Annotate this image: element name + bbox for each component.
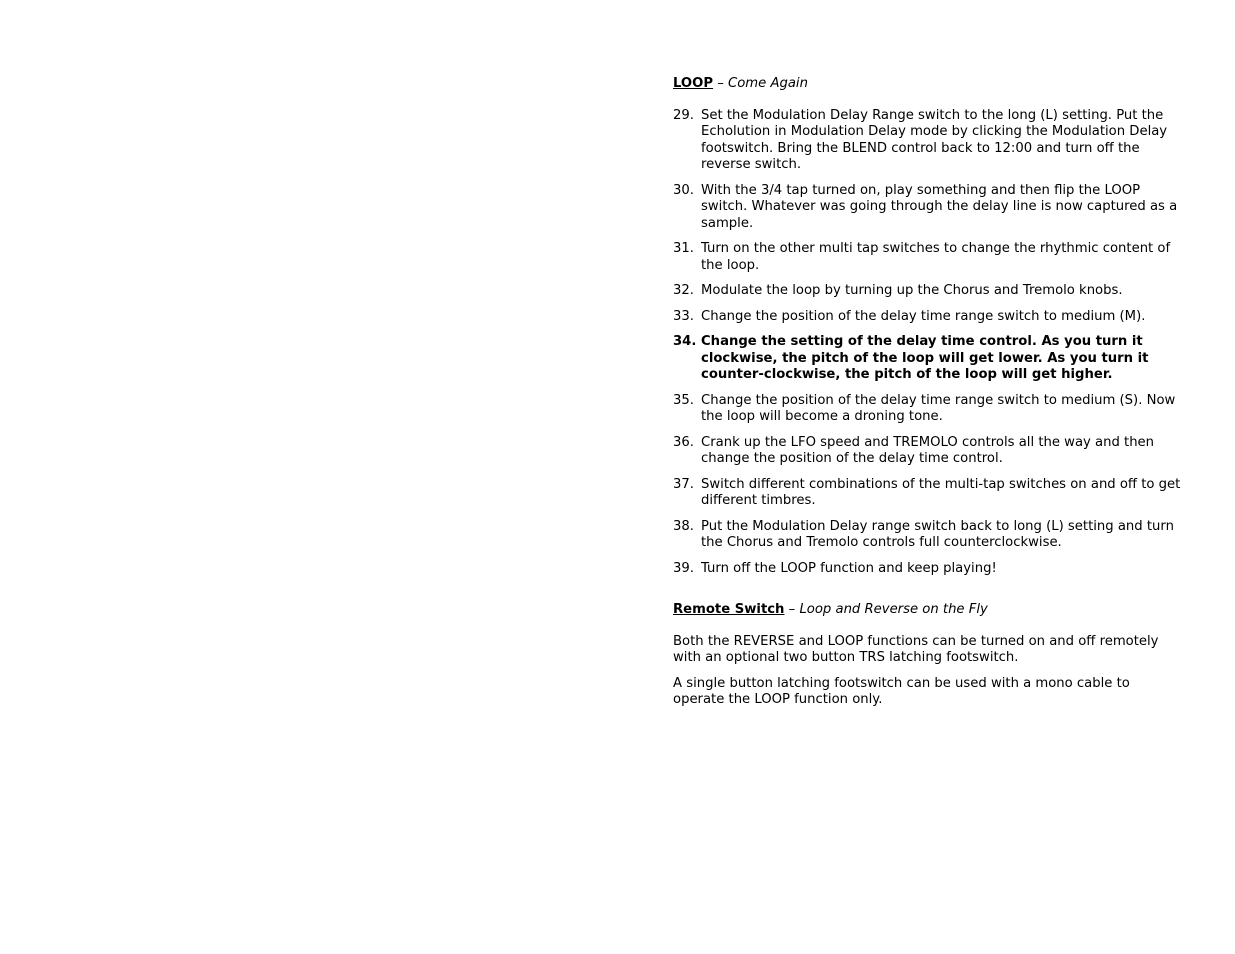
step-number: 35.	[673, 392, 694, 408]
step-text: Switch different combinations of the multi-tap switches on and off to get different timbres.	[701, 476, 1181, 508]
step-number: 37.	[673, 476, 694, 492]
step-number: 30.	[673, 182, 694, 198]
step-30	[673, 183, 1183, 233]
loop-section-heading	[673, 76, 1183, 93]
remote-section-heading	[673, 602, 1183, 619]
step-text: Turn on the other multi tap switches to change the rhythmic content of the loop.	[701, 241, 1171, 273]
remote-paragraph-1: Both the REVERSE and LOOP functions can be turned on and off remotely with an optional two button TRS latching footswitch.	[673, 633, 1159, 665]
step-text: Set the Modulation Delay Range switch to the long (L) setting. Put the Echolution in Modulation Delay mode by clicking the Modulation Delay footswitch. Bring the BLEND control back to 12:00 and turn off the reverse switch.	[701, 107, 1168, 172]
loop-heading-dash: –	[713, 76, 729, 91]
step-number: 36.	[673, 434, 694, 450]
step-37	[673, 477, 1183, 510]
step-36	[673, 435, 1183, 468]
remote-section-title: Remote Switch	[673, 602, 785, 617]
loop-section-title: LOOP	[673, 76, 714, 91]
step-32	[673, 283, 1183, 300]
step-number: 33.	[673, 308, 694, 324]
step-29	[673, 108, 1183, 174]
step-39	[673, 561, 1183, 578]
step-35	[673, 393, 1183, 426]
step-38	[673, 519, 1183, 552]
step-33	[673, 309, 1183, 326]
step-number: 39.	[673, 560, 694, 576]
remote-section-subtitle: Loop and Reverse on the Fly	[799, 602, 988, 617]
section-spacer	[673, 586, 1183, 602]
step-text: Turn off the LOOP function and keep playing!	[701, 560, 997, 576]
step-number: 34.	[673, 334, 697, 349]
loop-section-subtitle: Come Again	[728, 76, 808, 91]
step-text: Change the position of the delay time range switch to medium (S). Now the loop will become a droning tone.	[701, 392, 1176, 424]
step-number: 38.	[673, 518, 694, 534]
step-number: 32.	[673, 283, 694, 298]
step-text: With the 3/4 tap turned on, play something and then flip the LOOP switch. Whatever was going through the delay line is now captured as a sample.	[701, 182, 1178, 231]
step-number: 29.	[673, 107, 694, 123]
step-text: Crank up the LFO speed and TREMOLO controls all the way and then change the position of the delay time control.	[701, 434, 1155, 466]
manual-page	[673, 76, 1183, 718]
step-text: Change the setting of the delay time control. As you turn it clockwise, the pitch of the loop will get lower. As you turn it counter-clockwise, the pitch of the loop will get higher.	[701, 334, 1149, 382]
step-text: Put the Modulation Delay range switch back to long (L) setting and turn the Chorus and Tremolo controls full counterclockwise.	[701, 518, 1174, 550]
step-number: 31.	[673, 241, 694, 256]
step-31	[673, 241, 1183, 274]
step-34	[673, 334, 1183, 384]
step-text: Change the position of the delay time range switch to medium (M).	[701, 308, 1146, 324]
loop-steps-list	[673, 108, 1183, 578]
remote-paragraph-2: A single button latching footswitch can be used with a mono cable to operate the LOOP function only.	[673, 675, 1130, 707]
step-text: Modulate the loop by turning up the Chorus and Tremolo knobs.	[701, 283, 1123, 298]
remote-heading-dash: –	[784, 602, 800, 617]
